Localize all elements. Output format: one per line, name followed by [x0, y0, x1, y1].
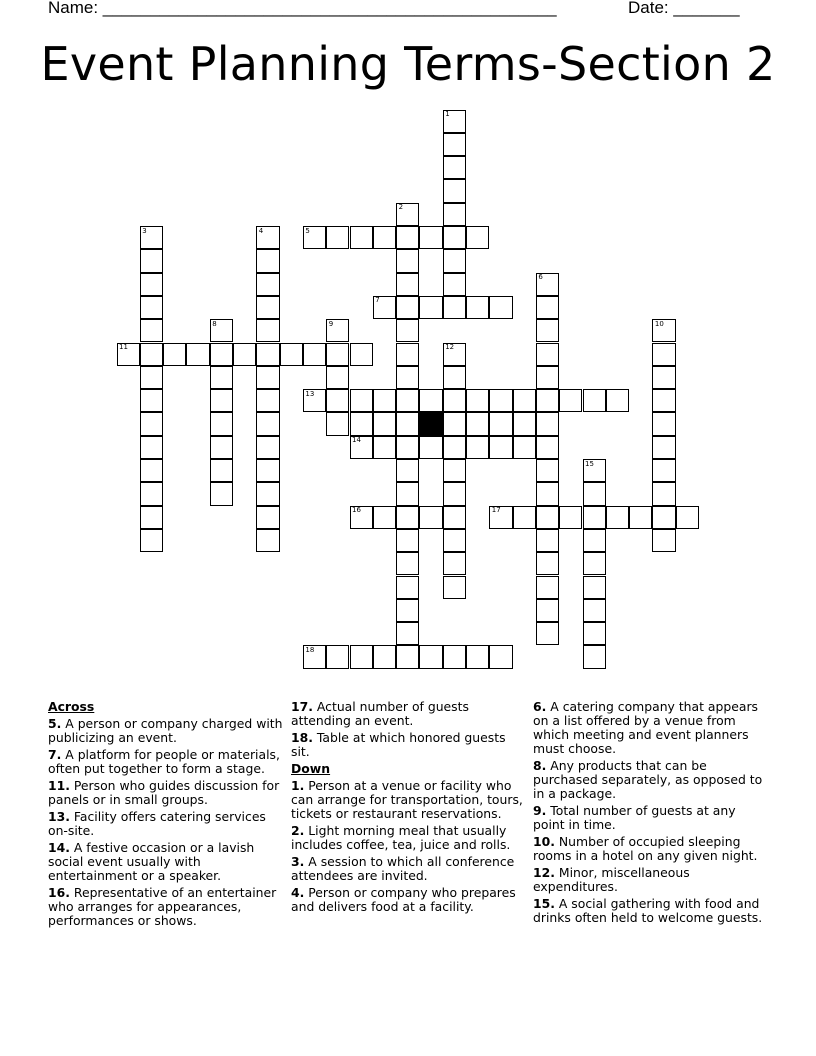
grid-cell[interactable]	[140, 296, 163, 319]
clue-number: 6.	[533, 699, 547, 714]
grid-cell[interactable]	[396, 226, 419, 249]
clue-list	[0, 700, 816, 1020]
across-clue	[48, 779, 284, 807]
clue-number-label: 6	[538, 273, 543, 282]
grid-cell[interactable]	[652, 459, 675, 482]
grid-cell[interactable]	[256, 389, 279, 412]
down-clue	[533, 897, 769, 925]
grid-cell[interactable]	[583, 599, 606, 622]
grid-cell[interactable]	[419, 226, 442, 249]
grid-cell[interactable]	[443, 412, 466, 435]
grid-cell[interactable]	[583, 645, 606, 668]
down-clue	[533, 835, 769, 863]
grid-cell[interactable]	[396, 482, 419, 505]
grid-cell[interactable]	[210, 343, 233, 366]
grid-cell[interactable]	[466, 436, 489, 459]
grid-cell[interactable]	[606, 389, 629, 412]
grid-cell[interactable]	[326, 366, 349, 389]
across-clue	[48, 841, 284, 883]
clue-text: A person or company charged with publicizing an event.	[48, 716, 283, 745]
grid-cell[interactable]	[443, 482, 466, 505]
grid-cell[interactable]	[443, 296, 466, 319]
down-clue	[291, 886, 527, 914]
grid-cell[interactable]	[536, 482, 559, 505]
across-clue	[291, 731, 527, 759]
grid-cell[interactable]	[396, 459, 419, 482]
grid-cell[interactable]	[373, 226, 396, 249]
grid-cell[interactable]	[536, 459, 559, 482]
clue-number-label: 2	[398, 203, 404, 212]
grid-cell[interactable]	[326, 412, 349, 435]
clue-number: 8.	[533, 758, 547, 773]
grid-cell[interactable]	[396, 552, 419, 575]
grid-cell[interactable]	[233, 343, 256, 366]
clue-number-label: 18	[305, 645, 315, 654]
page-title: Event Planning Terms-Section 2	[40, 37, 776, 91]
grid-cell[interactable]	[606, 506, 629, 529]
across-clue	[291, 700, 527, 728]
grid-cell[interactable]	[513, 436, 536, 459]
grid-cell[interactable]	[583, 552, 606, 575]
grid-cell[interactable]	[140, 343, 163, 366]
clue-number: 17.	[291, 699, 313, 714]
clue-text: A platform for people or materials, often put together to form a stage.	[48, 747, 280, 776]
grid-cell[interactable]	[489, 645, 512, 668]
grid-cell[interactable]	[536, 296, 559, 319]
grid-cell[interactable]	[396, 645, 419, 668]
grid-cell[interactable]	[350, 389, 373, 412]
clue-text: Table at which honored guests sit.	[291, 730, 506, 759]
clue-number: 16.	[48, 885, 70, 900]
grid-cell[interactable]	[489, 412, 512, 435]
grid-cell[interactable]	[350, 226, 373, 249]
grid-cell[interactable]	[163, 343, 186, 366]
grid-cell[interactable]	[140, 249, 163, 272]
grid-cell[interactable]	[256, 273, 279, 296]
grid-cell[interactable]	[443, 179, 466, 202]
grid-cell[interactable]	[466, 296, 489, 319]
grid-cell[interactable]	[629, 506, 652, 529]
grid-cell[interactable]	[443, 226, 466, 249]
clue-text: Total number of guests at any point in time.	[533, 803, 736, 832]
clue-number: 10.	[533, 834, 555, 849]
clue-number: 1.	[291, 778, 305, 793]
grid-cell[interactable]	[443, 552, 466, 575]
clue-number: 11.	[48, 778, 70, 793]
grid-cell[interactable]	[443, 366, 466, 389]
clue-number: 5.	[48, 716, 62, 731]
grid-cell[interactable]	[443, 203, 466, 226]
clue-number: 14.	[48, 840, 70, 855]
grid-cell[interactable]	[466, 412, 489, 435]
clue-text: Person or company who prepares and delivers food at a facility.	[291, 885, 516, 914]
clue-text: Representative of an entertainer who arranges for appearances, performances or shows.	[48, 885, 277, 928]
grid-cell[interactable]	[280, 343, 303, 366]
clue-number: 4.	[291, 885, 305, 900]
clue-text: A social gathering with food and drinks often held to welcome guests.	[533, 896, 763, 925]
clue-text: Number of occupied sleeping rooms in a hotel on any given night.	[533, 834, 758, 863]
clue-number-label: 16	[352, 506, 361, 515]
grid-cell[interactable]	[373, 436, 396, 459]
grid-cell[interactable]	[256, 412, 279, 435]
clue-text: Light morning meal that usually includes coffee, tea, juice and rolls.	[291, 823, 511, 852]
clue-column-1	[48, 700, 284, 931]
across-heading: Across	[48, 699, 95, 714]
clue-text: A session to which all conference attendees are invited.	[291, 854, 515, 883]
clue-number-label: 1	[445, 110, 450, 118]
grid-cell[interactable]	[140, 412, 163, 435]
clue-text: A festive occasion or a lavish social event usually with entertainment or a speaker.	[48, 840, 255, 883]
grid-cell[interactable]	[396, 319, 419, 342]
grid-cell[interactable]	[256, 366, 279, 389]
grid-cell[interactable]	[419, 436, 442, 459]
grid-cell[interactable]	[652, 389, 675, 412]
black-square	[419, 412, 442, 435]
clue-text: Minor, miscellaneous expenditures.	[533, 865, 690, 894]
grid-cell[interactable]	[396, 436, 419, 459]
grid-cell[interactable]	[652, 482, 675, 505]
grid-cell[interactable]	[326, 343, 349, 366]
grid-cell[interactable]	[373, 645, 396, 668]
clue-number-label: 7	[375, 296, 380, 305]
down-clue	[291, 855, 527, 883]
down-heading: Down	[291, 761, 331, 776]
grid-cell[interactable]	[140, 459, 163, 482]
grid-cell[interactable]	[652, 436, 675, 459]
grid-cell[interactable]	[536, 529, 559, 552]
clue-number: 9.	[533, 803, 547, 818]
grid-cell[interactable]	[536, 576, 559, 599]
grid-cell[interactable]	[396, 529, 419, 552]
grid-cell[interactable]	[652, 529, 675, 552]
grid-cell[interactable]	[256, 249, 279, 272]
across-clue	[48, 810, 284, 838]
grid-cell[interactable]	[443, 249, 466, 272]
down-clue	[291, 824, 527, 852]
grid-cell[interactable]	[419, 389, 442, 412]
grid-cell[interactable]	[536, 552, 559, 575]
grid-cell[interactable]	[583, 622, 606, 645]
name-line[interactable]: Name: ________________________________________________	[48, 0, 557, 17]
grid-cell[interactable]	[513, 506, 536, 529]
across-clue	[48, 717, 284, 745]
grid-cell[interactable]	[583, 529, 606, 552]
grid-cell[interactable]	[326, 226, 349, 249]
grid-cell[interactable]	[652, 366, 675, 389]
grid-cell[interactable]	[443, 436, 466, 459]
grid-cell[interactable]	[536, 412, 559, 435]
grid-cell[interactable]	[303, 343, 326, 366]
clue-number: 7.	[48, 747, 62, 762]
grid-cell[interactable]	[559, 389, 582, 412]
grid-cell[interactable]	[350, 412, 373, 435]
grid-cell[interactable]	[256, 436, 279, 459]
grid-cell[interactable]	[210, 412, 233, 435]
clue-column-3	[533, 700, 769, 928]
grid-cell[interactable]	[583, 482, 606, 505]
grid-cell[interactable]	[513, 412, 536, 435]
grid-cell[interactable]	[396, 273, 419, 296]
down-clue	[291, 779, 527, 821]
down-clue	[533, 700, 769, 756]
grid-cell[interactable]	[396, 343, 419, 366]
clue-text: Facility offers catering services on-site.	[48, 809, 266, 838]
clue-number: 3.	[291, 854, 305, 869]
grid-cell[interactable]	[443, 133, 466, 156]
grid-cell[interactable]	[419, 506, 442, 529]
grid-cell[interactable]	[536, 366, 559, 389]
grid-cell[interactable]	[210, 366, 233, 389]
clue-number-label: 10	[654, 319, 664, 328]
clue-number-label: 4	[258, 226, 264, 235]
grid-cell[interactable]	[256, 296, 279, 319]
across-clue	[48, 886, 284, 928]
clue-number-label: 11	[119, 343, 128, 351]
clue-text: Person at a venue or facility who can arrange for transportation, tours, tickets or restaurant reservations.	[291, 778, 523, 821]
grid-cell[interactable]	[583, 506, 606, 529]
grid-cell[interactable]	[256, 343, 279, 366]
grid-cell[interactable]	[210, 389, 233, 412]
clue-number-label: 9	[328, 319, 334, 328]
grid-cell[interactable]	[396, 576, 419, 599]
grid-cell[interactable]	[652, 506, 675, 529]
grid-cell[interactable]	[443, 273, 466, 296]
grid-cell[interactable]	[373, 506, 396, 529]
grid-cell[interactable]	[396, 412, 419, 435]
grid-cell[interactable]	[583, 576, 606, 599]
grid-cell[interactable]	[559, 506, 582, 529]
grid-cell[interactable]	[396, 622, 419, 645]
grid-cell[interactable]	[489, 436, 512, 459]
grid-cell[interactable]	[443, 576, 466, 599]
grid-cell[interactable]	[652, 343, 675, 366]
clue-number: 2.	[291, 823, 305, 838]
grid-cell[interactable]	[419, 296, 442, 319]
clue-number: 13.	[48, 809, 70, 824]
grid-cell[interactable]	[536, 343, 559, 366]
clue-column-2	[291, 700, 527, 917]
clue-text: A catering company that appears on a list offered by a venue from which meeting and event planners must choose.	[533, 699, 759, 756]
grid-cell[interactable]	[536, 599, 559, 622]
grid-cell[interactable]	[140, 529, 163, 552]
grid-cell[interactable]	[513, 389, 536, 412]
grid-cell[interactable]	[652, 412, 675, 435]
grid-cell[interactable]	[466, 645, 489, 668]
grid-cell[interactable]	[396, 506, 419, 529]
clue-number-label: 13	[305, 389, 315, 398]
down-clue	[533, 759, 769, 801]
grid-cell[interactable]	[210, 436, 233, 459]
grid-cell[interactable]	[396, 599, 419, 622]
date-line[interactable]: Date: _______	[628, 0, 740, 17]
grid-cell[interactable]	[140, 319, 163, 342]
grid-cell[interactable]	[536, 436, 559, 459]
grid-cell[interactable]	[466, 226, 489, 249]
grid-cell[interactable]	[536, 506, 559, 529]
grid-cell[interactable]	[256, 529, 279, 552]
clue-text: Actual number of guests attending an event.	[291, 699, 469, 728]
grid-cell[interactable]	[373, 412, 396, 435]
grid-cell[interactable]	[443, 645, 466, 668]
grid-cell[interactable]	[396, 249, 419, 272]
down-clue	[533, 866, 769, 894]
clue-number-label: 12	[445, 343, 455, 351]
clue-number-label: 8	[212, 319, 217, 328]
clue-number: 12.	[533, 865, 555, 880]
grid-cell[interactable]	[466, 389, 489, 412]
clue-text: Person who guides discussion for panels or in small groups.	[48, 778, 280, 807]
grid-cell[interactable]	[443, 459, 466, 482]
grid-cell[interactable]	[210, 482, 233, 505]
grid-cell[interactable]	[396, 296, 419, 319]
grid-cell[interactable]	[350, 645, 373, 668]
grid-cell[interactable]	[326, 645, 349, 668]
grid-cell[interactable]	[443, 506, 466, 529]
grid-cell[interactable]	[536, 319, 559, 342]
clue-number-label: 3	[142, 226, 147, 235]
clue-number-label: 15	[585, 459, 594, 468]
grid-cell[interactable]	[140, 389, 163, 412]
grid-cell[interactable]	[396, 366, 419, 389]
grid-cell[interactable]	[256, 506, 279, 529]
grid-cell[interactable]	[256, 482, 279, 505]
across-clue	[48, 748, 284, 776]
grid-cell[interactable]	[256, 459, 279, 482]
grid-cell[interactable]	[489, 389, 512, 412]
grid-cell[interactable]	[443, 529, 466, 552]
grid-cell[interactable]	[140, 436, 163, 459]
grid-cell[interactable]	[396, 389, 419, 412]
grid-cell[interactable]	[373, 389, 396, 412]
grid-cell[interactable]	[350, 343, 373, 366]
grid-cell[interactable]	[140, 366, 163, 389]
grid-cell[interactable]	[326, 389, 349, 412]
clue-text: Any products that can be purchased separately, as opposed to in a package.	[533, 758, 763, 801]
clue-number-label: 14	[352, 436, 361, 445]
grid-cell[interactable]	[536, 389, 559, 412]
grid-cell[interactable]	[676, 506, 699, 529]
grid-cell[interactable]	[140, 273, 163, 296]
grid-cell[interactable]	[256, 319, 279, 342]
grid-cell[interactable]	[489, 296, 512, 319]
clue-number: 18.	[291, 730, 313, 745]
grid-cell[interactable]	[536, 622, 559, 645]
grid-cell[interactable]	[186, 343, 209, 366]
clue-number-label: 17	[491, 506, 501, 515]
grid-cell[interactable]	[583, 389, 606, 412]
grid-cell[interactable]	[443, 156, 466, 179]
grid-cell[interactable]	[443, 389, 466, 412]
down-clue	[533, 804, 769, 832]
grid-cell[interactable]	[140, 482, 163, 505]
clue-number-label: 5	[305, 226, 310, 235]
grid-cell[interactable]	[140, 506, 163, 529]
grid-cell[interactable]	[419, 645, 442, 668]
clue-number: 15.	[533, 896, 555, 911]
grid-cell[interactable]	[210, 459, 233, 482]
